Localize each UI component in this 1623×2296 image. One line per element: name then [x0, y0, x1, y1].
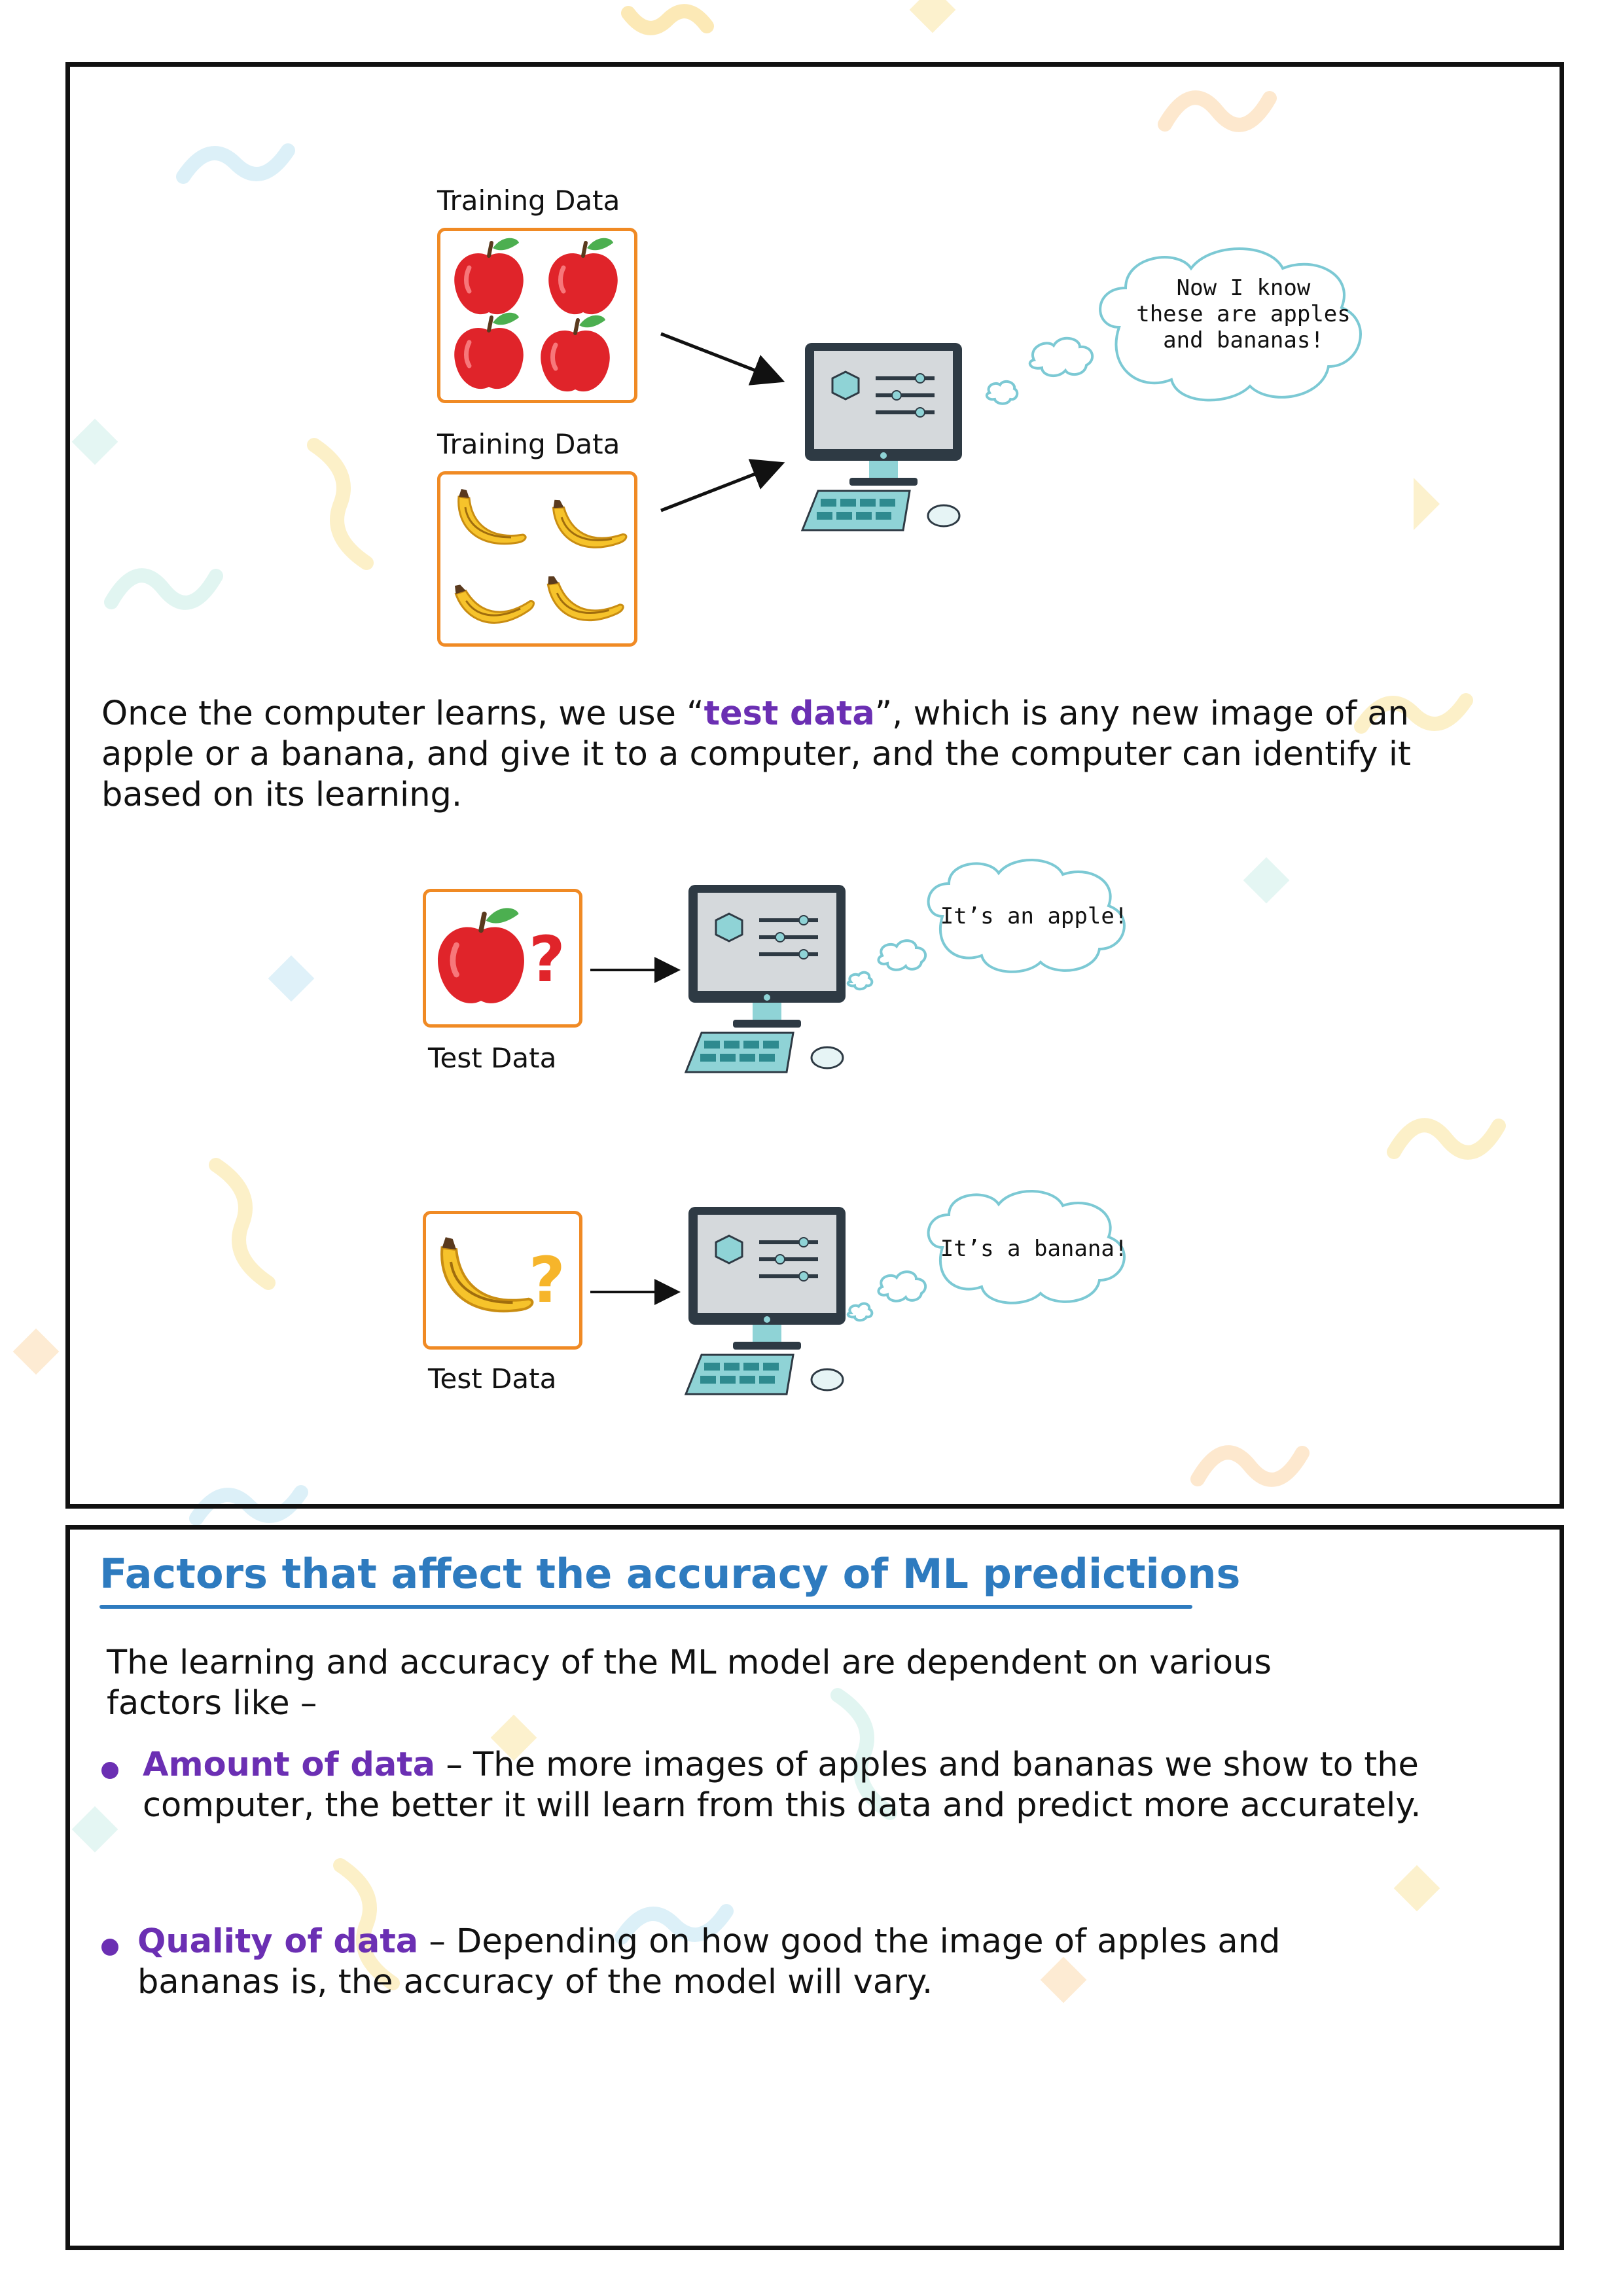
bullet-icon — [101, 1762, 118, 1779]
computer-icon — [792, 340, 975, 537]
keyboard-icon — [686, 1033, 793, 1072]
apple-bubble-text: It’s an apple! — [940, 903, 1128, 929]
keyboard-icon — [686, 1355, 793, 1394]
computer-icon — [675, 882, 859, 1079]
bullet-icon — [101, 1939, 118, 1956]
factor-term-amount: Amount of data — [143, 1746, 436, 1784]
factors-intro: The learning and accuracy of the ML model are dependent on various factors like – — [107, 1643, 1272, 1723]
factor-item-quality — [137, 1922, 1381, 2003]
training-bananas-box — [437, 471, 637, 647]
intro-text-before: Once the computer learns, we use “ — [101, 694, 704, 733]
training-apples-box — [437, 228, 637, 403]
arrow-icon — [648, 314, 798, 524]
banana-bubble-text: It’s a banana! — [940, 1236, 1128, 1262]
computer-icon — [675, 1204, 859, 1401]
factors-panel — [65, 1525, 1564, 2250]
mouse-icon — [928, 505, 959, 526]
mouse-icon — [812, 1047, 843, 1068]
factor-text-quality: – Depending on how good the image of apples and bananas is, the accuracy of the model will vary. — [137, 1922, 1281, 2001]
training-data-bananas-label: Training Data — [437, 428, 620, 460]
intro-text-after: ”, which is any new image of an apple or a banana, and give it to a computer, and the computer can identify it based on its learning. — [101, 694, 1412, 814]
keyboard-icon — [802, 491, 910, 530]
question-mark-icon: ? — [529, 1244, 565, 1317]
factor-item-amount — [143, 1745, 1452, 1826]
training-data-apples-label: Training Data — [437, 185, 620, 217]
training-thought-text: Now I know these are apples and bananas! — [1136, 275, 1351, 353]
test-data-apple-label: Test Data — [428, 1042, 557, 1074]
mouse-icon — [812, 1369, 843, 1390]
test-data-term: test data — [704, 694, 875, 733]
factor-text-amount: – The more images of apples and bananas we show to the computer, the better it will learn from this data and predict more accurately. — [143, 1746, 1421, 1825]
intro-paragraph — [101, 694, 1450, 816]
question-mark-icon: ? — [529, 923, 565, 996]
arrow-icon — [586, 1279, 685, 1305]
heading-underline — [99, 1605, 1192, 1609]
apple-icon — [440, 231, 634, 400]
factors-heading: Factors that affect the accuracy of ML predictions — [99, 1550, 1241, 1598]
banana-icon — [440, 475, 634, 643]
factor-term-quality: Quality of data — [137, 1922, 419, 1961]
arrow-icon — [586, 957, 685, 983]
test-data-banana-label: Test Data — [428, 1363, 557, 1395]
